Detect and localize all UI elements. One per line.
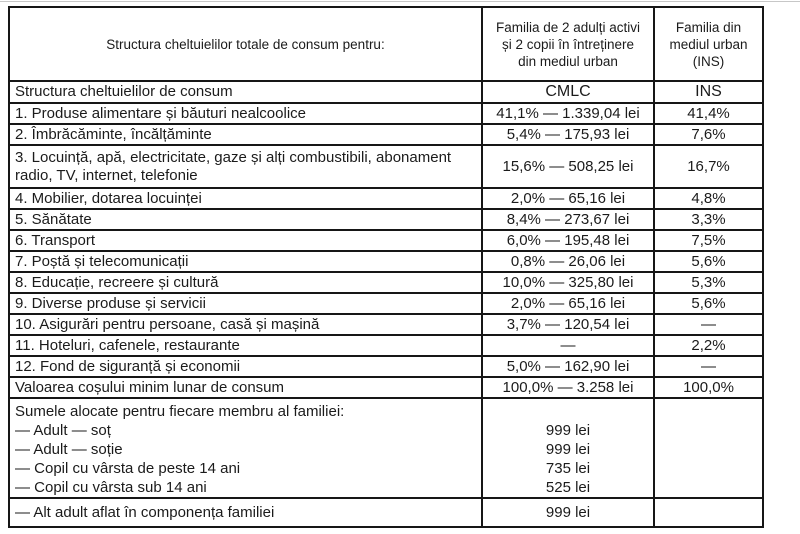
header-col1: Structura cheltuielilor totale de consum pentru:	[9, 7, 482, 81]
row-cmlc-value: 3,7% — 120,54 lei	[482, 314, 654, 335]
table-row	[9, 251, 763, 272]
table-row	[9, 314, 763, 335]
header-col3-line: Familia din	[675, 19, 742, 35]
row-cmlc-value: 10,0% — 325,80 lei	[482, 272, 654, 293]
row-cmlc-value: 5,0% — 162,90 lei	[482, 356, 654, 377]
allocation-item-value: 735 lei	[545, 460, 591, 477]
row-label: Valoarea coșului minim lunar de consum	[9, 377, 482, 398]
row-label: 2. Îmbrăcăminte, încălțăminte	[9, 124, 482, 145]
row-cmlc-value: 6,0% — 195,48 lei	[482, 230, 654, 251]
header-col3-line: mediul urban	[669, 36, 748, 52]
allocation-item-value: 999 lei	[545, 441, 591, 458]
allocation-item-value: 999 lei	[545, 422, 591, 439]
header-col3	[654, 7, 763, 81]
row-ins-value: 3,3%	[654, 209, 763, 230]
subheader-ins: INS	[654, 81, 763, 103]
row-cmlc-value: 2,0% — 65,16 lei	[482, 188, 654, 209]
row-label: — Alt adult aflat în componența familiei	[9, 498, 482, 527]
row-label: 11. Hoteluri, cafenele, restaurante	[9, 335, 482, 356]
row-cmlc-value: 0,8% — 26,06 lei	[482, 251, 654, 272]
allocation-value-spacer	[488, 402, 648, 421]
row-label: 4. Mobilier, dotarea locuinței	[9, 188, 482, 209]
row-label: 9. Diverse produse și servicii	[9, 293, 482, 314]
row-cmlc-value: —	[482, 335, 654, 356]
allocation-item-value: 525 lei	[545, 479, 591, 496]
allocation-title: Sumele alocate pentru fiecare membru al familiei:	[15, 403, 345, 420]
allocation-labels-cell	[9, 398, 482, 498]
header-col2-line: Familia de 2 adulți activi	[495, 19, 641, 35]
allocation-row	[9, 398, 763, 498]
row-label: 3. Locuință, apă, electricitate, gaze și alți combustibili, abonament radio, TV, internet, telefonie	[9, 145, 482, 188]
table-row	[9, 230, 763, 251]
table-row	[9, 209, 763, 230]
table-subheader-row	[9, 81, 763, 103]
allocation-item-label: — Copil cu vârsta de peste 14 ani	[15, 460, 241, 477]
table-row	[9, 188, 763, 209]
row-ins-value: 7,6%	[654, 124, 763, 145]
row-ins-value: 4,8%	[654, 188, 763, 209]
allocation-item-label: — Adult — soț	[15, 422, 111, 439]
table-row	[9, 335, 763, 356]
row-cmlc-value: 15,6% — 508,25 lei	[482, 145, 654, 188]
table-row	[9, 103, 763, 124]
table-header-row	[9, 7, 763, 81]
header-col2-line: și 2 copii în întreținere	[501, 36, 635, 52]
row-cmlc-value: 5,4% — 175,93 lei	[482, 124, 654, 145]
row-ins-value	[654, 498, 763, 527]
row-ins-value: 5,6%	[654, 293, 763, 314]
row-cmlc-value: 999 lei	[482, 498, 654, 527]
row-ins-value: 7,5%	[654, 230, 763, 251]
row-ins-value: —	[654, 356, 763, 377]
row-cmlc-value: 8,4% — 273,67 lei	[482, 209, 654, 230]
row-label: 6. Transport	[9, 230, 482, 251]
row-cmlc-value: 41,1% — 1.339,04 lei	[482, 103, 654, 124]
table-row	[9, 356, 763, 377]
allocation-values-cell	[482, 398, 654, 498]
row-label: 5. Sănătate	[9, 209, 482, 230]
expenditure-table	[8, 6, 764, 528]
allocation-item-label: — Copil cu vârsta sub 14 ani	[15, 479, 207, 496]
row-ins-value: 5,3%	[654, 272, 763, 293]
row-label: 7. Poștă și telecomunicații	[9, 251, 482, 272]
header-col3-line: (INS)	[692, 53, 725, 69]
row-label: 8. Educație, recreere și cultură	[9, 272, 482, 293]
allocation-ins-empty-cell	[654, 398, 763, 498]
row-ins-value: 5,6%	[654, 251, 763, 272]
extra-adult-row	[9, 498, 763, 527]
table-row-total	[9, 377, 763, 398]
row-label: 12. Fond de siguranță și economii	[9, 356, 482, 377]
allocation-item-label: — Adult — soție	[15, 441, 123, 458]
table-row	[9, 293, 763, 314]
header-col2	[482, 7, 654, 81]
row-cmlc-value: 2,0% — 65,16 lei	[482, 293, 654, 314]
row-ins-value: 100,0%	[654, 377, 763, 398]
table-row	[9, 124, 763, 145]
row-ins-value: —	[654, 314, 763, 335]
subheader-label: Structura cheltuielilor de consum	[9, 81, 482, 103]
header-col2-line: din mediul urban	[518, 53, 618, 69]
row-label: 1. Produse alimentare și băuturi nealcoolice	[9, 103, 482, 124]
table-row	[9, 272, 763, 293]
scan-edge-line	[0, 1, 800, 2]
row-cmlc-value: 100,0% — 3.258 lei	[482, 377, 654, 398]
row-ins-value: 16,7%	[654, 145, 763, 188]
row-label: 10. Asigurări pentru persoane, casă și mașină	[9, 314, 482, 335]
table-row	[9, 145, 763, 188]
row-ins-value: 2,2%	[654, 335, 763, 356]
row-ins-value: 41,4%	[654, 103, 763, 124]
subheader-cmlc: CMLC	[482, 81, 654, 103]
